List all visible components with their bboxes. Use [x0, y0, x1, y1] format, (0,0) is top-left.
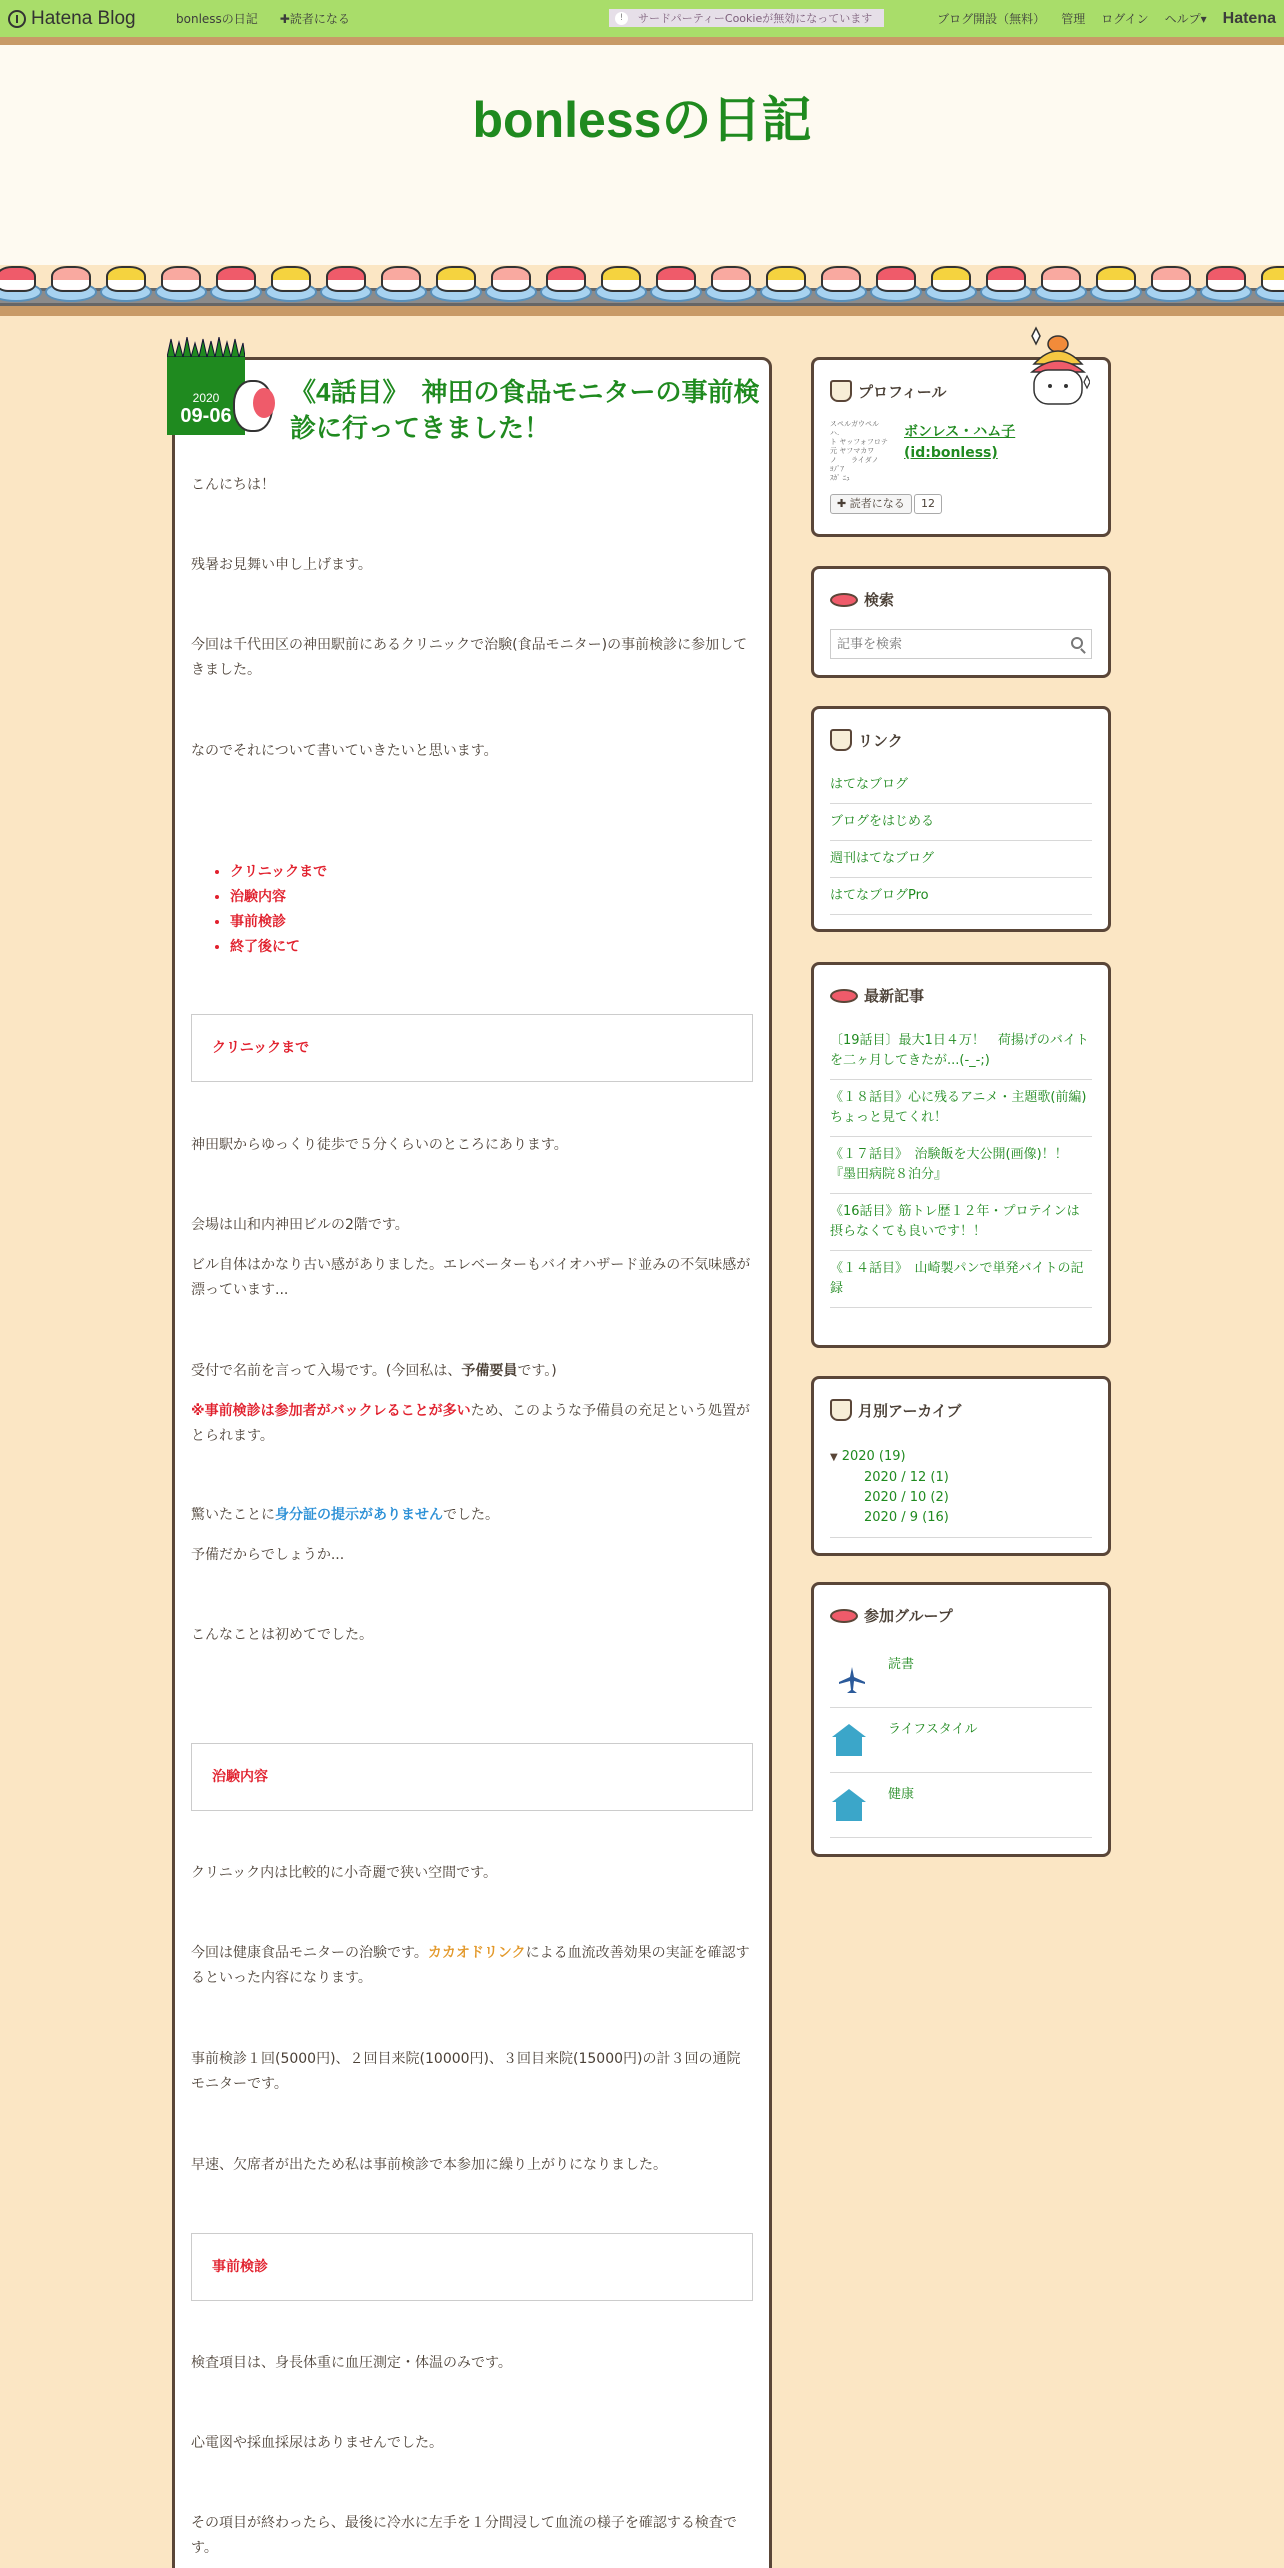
- module-title: 参加グループ: [830, 1605, 953, 1626]
- link-item[interactable]: ブログをはじめる: [830, 804, 1092, 841]
- sushi-icon: [0, 266, 36, 292]
- paragraph: 事前検診１回(5000円)、２回目来院(10000円)、３回目来院(15000円)の計３回の通院モニターです。: [191, 2051, 741, 2092]
- sushi-icon: [436, 266, 476, 292]
- paragraph: 検査項目は、身長体重に血圧測定・体温のみです。: [191, 2355, 512, 2371]
- paragraph: クリニック内は比較的に小奇麗で狭い空間です。: [191, 1865, 498, 1881]
- sushi-icon: [51, 266, 91, 292]
- search-input[interactable]: [831, 630, 1051, 658]
- title-area: [0, 45, 1284, 265]
- groups-module: [811, 1582, 1111, 1857]
- hatena-link[interactable]: Hatena: [1222, 9, 1276, 27]
- house-icon: [834, 1795, 864, 1823]
- recent-entries-module: [811, 962, 1111, 1348]
- sushi-icon: [216, 266, 256, 292]
- sushi-icon: [271, 266, 311, 292]
- archive-month[interactable]: 2020 / 12 (1): [864, 1470, 949, 1485]
- sushi-icon: [1041, 266, 1081, 292]
- sushi-icon: [546, 266, 586, 292]
- sushi-icon: [876, 266, 916, 292]
- group-item[interactable]: ライフスタイル: [830, 1708, 1092, 1773]
- paragraph: なのでそれについて書いていきたいと思います。: [191, 743, 498, 759]
- module-title: 月別アーカイブ: [830, 1399, 961, 1421]
- link-item[interactable]: 週刊はてなブログ: [830, 841, 1092, 878]
- sushi-icon: [381, 266, 421, 292]
- paragraph: 神田駅からゆっくり徒歩で５分くらいのところにあります。: [191, 1137, 568, 1153]
- table-of-contents: [230, 860, 327, 960]
- divider: [830, 1537, 1092, 1538]
- group-item[interactable]: 読書: [830, 1643, 1092, 1708]
- paragraph: 会場は山和内神田ビルの2階です。: [191, 1217, 409, 1233]
- sushi-icon: [106, 266, 146, 292]
- cup-icon: [830, 380, 852, 402]
- archive-module: [811, 1376, 1111, 1556]
- entry-year: 2020: [192, 391, 220, 405]
- sushi-icon: [931, 266, 971, 292]
- module-title: 最新記事: [830, 985, 924, 1006]
- sushi-icon: [656, 266, 696, 292]
- avatar[interactable]: スペルガウペル ハ. ト ヤッフォフロテ 元 ヤフマカワ ノ ライダノ ﾖﾉﾞｱ ｽｶﾞ ﾆｭ: [830, 420, 892, 482]
- paragraph: 予備だからでしょうか...: [191, 1547, 345, 1563]
- paragraph: ※事前検診は参加者がバックレることが多いため、このような予備員の充足という処置がとられます。: [191, 1403, 751, 1444]
- paragraph: 今回は千代田区の神田駅前にあるクリニックで治験(食品モニター)の事前検診に参加してきました。: [191, 637, 748, 678]
- login-link[interactable]: ログイン: [1101, 12, 1149, 26]
- sushi-icon: [821, 266, 861, 292]
- warning-icon: !: [615, 12, 628, 25]
- link-item[interactable]: はてなブログ: [830, 767, 1092, 804]
- sushi-icon: [161, 266, 201, 292]
- subscriber-count: 12: [914, 494, 942, 514]
- toc-item[interactable]: • 終了後にて: [230, 935, 327, 960]
- section-heading: 事前検診: [191, 2233, 753, 2301]
- sushi-icon: [830, 593, 858, 607]
- paragraph: その項目が終わったら、最後に冷水に左手を１分間浸して血流の様子を確認する検査です。: [191, 2515, 737, 2556]
- links-module: [811, 706, 1111, 932]
- archive-month[interactable]: 2020 / 9 (16): [864, 1510, 949, 1525]
- sushi-icon: [1206, 266, 1246, 292]
- subscribe-link[interactable]: ✚読者になる: [279, 12, 350, 26]
- module-title: プロフィール: [830, 380, 947, 402]
- module-title: リンク: [830, 729, 903, 751]
- paragraph: 心電図や採血採尿はありませんでした。: [191, 2435, 443, 2451]
- archive-list: [830, 1447, 949, 1528]
- recent-item[interactable]: 《16話目》筋トレ歴１２年・プロテインは摂らなくても良いです！！: [830, 1194, 1092, 1251]
- group-item[interactable]: 健康: [830, 1773, 1092, 1838]
- sushi-icon: [233, 380, 273, 432]
- hatena-blog-logo[interactable]: Hatena Blog: [8, 8, 168, 30]
- sushi-icon: [766, 266, 806, 292]
- entry-month-day: 09-06: [180, 405, 232, 427]
- sushi-icon: [326, 266, 366, 292]
- global-header: [0, 0, 1284, 37]
- paragraph: こんにちは！: [191, 477, 275, 493]
- sushi-icon: [830, 989, 858, 1003]
- section-heading: 治験内容: [191, 1743, 753, 1811]
- paragraph: 残暑お見舞い申し上げます。: [191, 557, 372, 573]
- start-blog-link[interactable]: ブログ開設（無料）: [937, 12, 1046, 26]
- sushi-icon: [601, 266, 641, 292]
- toc-item[interactable]: • 事前検診: [230, 910, 327, 935]
- recent-item[interactable]: 《１７話目》 治験飯を大公開(画像)！！『墨田病院８泊分』: [830, 1137, 1092, 1194]
- sushi-icon: [1261, 266, 1284, 292]
- grass-icon: [167, 337, 245, 357]
- sushi-icon: [711, 266, 751, 292]
- paragraph: 今回は健康食品モニターの治験です。カカオドリンクによる血流改善効果の実証を確認するといった内容になります。: [191, 1945, 750, 1986]
- entry-title[interactable]: 《4話目》 神田の食品モニターの事前検診に行ってきました！: [290, 377, 760, 443]
- paragraph: 受付で名前を言って入場です。(今回私は、予備要員です。): [191, 1363, 557, 1379]
- sushi-icon: [491, 266, 531, 292]
- house-icon: [834, 1730, 864, 1758]
- hatena-logo-icon: [8, 10, 26, 28]
- subscribe-button[interactable]: ✚ 読者になる: [830, 494, 912, 514]
- paragraph: ビル自体はかなり古い感がありました。エレベーターもバイオハザード並みの不気味感が漂っています...: [191, 1257, 751, 1298]
- sushi-icon: [1151, 266, 1191, 292]
- archive-month[interactable]: 2020 / 10 (2): [864, 1490, 949, 1505]
- sushi-icon: [986, 266, 1026, 292]
- admin-link[interactable]: 管理: [1061, 12, 1086, 26]
- sushi-mascot-icon: [1026, 324, 1090, 414]
- triangle-down-icon[interactable]: ▼: [830, 1452, 838, 1463]
- search-module: [811, 566, 1111, 678]
- link-item[interactable]: はてなブログPro: [830, 878, 1092, 915]
- recent-item[interactable]: 《１８話目》心に残るアニメ・主題歌(前編) ちょっと見てくれ！: [830, 1080, 1092, 1137]
- sushi-icon: [830, 1609, 858, 1623]
- conveyor-base: [0, 306, 1284, 316]
- sushi-icon: [1096, 266, 1136, 292]
- recent-item[interactable]: 《１４話目》 山崎製パンで単発バイトの記録: [830, 1251, 1092, 1308]
- module-title: 検索: [830, 589, 894, 610]
- link-list: [830, 767, 1092, 915]
- profile-name[interactable]: ボンレス・ハム子 (id:bonless): [904, 424, 1016, 461]
- archive-year[interactable]: ▼ 2020 (19): [830, 1449, 906, 1464]
- search-box: [830, 629, 1092, 659]
- airplane-icon: [834, 1665, 864, 1693]
- blog-title[interactable]: bonlessの日記: [472, 92, 812, 148]
- paragraph: 早速、欠席者が出たため私は事前検診で本参加に繰り上がりになりました。: [191, 2157, 667, 2173]
- toc-item[interactable]: • 治験内容: [230, 885, 327, 910]
- header-right-links: [921, 0, 1284, 37]
- paragraph: 驚いたことに身分証の提示がありませんでした。: [191, 1507, 499, 1523]
- recent-item[interactable]: 〔19話目〕最大1日４万！ 荷揚げのバイトを二ヶ月してきたが...(-_-;): [830, 1023, 1092, 1080]
- help-menu[interactable]: ヘルプ▾: [1164, 12, 1207, 26]
- cup-icon: [830, 729, 852, 751]
- paragraph: こんなことは初めてでした。: [191, 1627, 373, 1643]
- header-strip: [0, 37, 1284, 45]
- search-icon[interactable]: [1071, 637, 1083, 649]
- recent-list: [830, 1023, 1100, 1308]
- section-heading: クリニックまで: [191, 1014, 753, 1082]
- cup-icon: [830, 1399, 852, 1421]
- toc-item[interactable]: • クリニックまで: [230, 860, 327, 885]
- blog-menu[interactable]: bonlessの日記: [176, 12, 258, 26]
- cookie-notice[interactable]: ! サードパーティーCookieが無効になっています: [609, 9, 884, 27]
